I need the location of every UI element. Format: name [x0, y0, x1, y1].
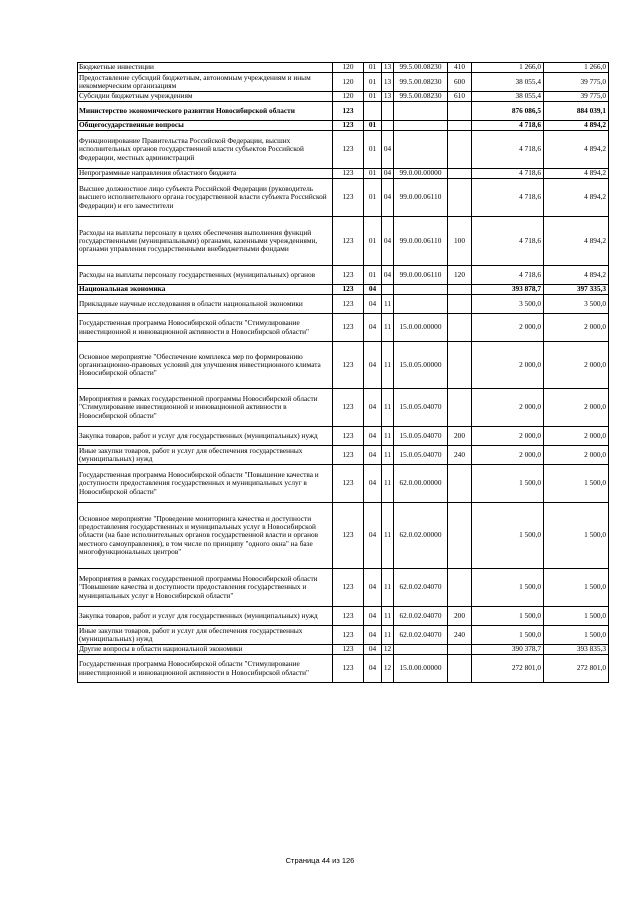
cell-name: Основное мероприятие "Обеспечение комплекса мер по формированию организационно-правовых условий для улучшения инвестиционного климата Новосибирской области": [78, 342, 333, 389]
table-row: [78, 179, 609, 217]
cell-podrazdel: 11: [382, 503, 394, 569]
budget-table: [77, 62, 609, 683]
table-row: [78, 503, 609, 569]
cell-sum-1: 1 500,0: [472, 607, 544, 626]
cell-csr: 15.0.05.04070: [394, 427, 448, 446]
cell-podrazdel: 13: [382, 92, 394, 102]
table-row: [78, 427, 609, 446]
cell-vedomstvo: 123: [333, 626, 364, 645]
cell-sum-2: 2 000,0: [544, 446, 609, 465]
cell-csr: 62.0.02.04070: [394, 569, 448, 607]
cell-podrazdel: 12: [382, 645, 394, 655]
cell-vr: [448, 645, 472, 655]
cell-podrazdel: 04: [382, 179, 394, 217]
cell-podrazdel: 04: [382, 169, 394, 179]
cell-vr: [448, 465, 472, 503]
table-row: [78, 92, 609, 102]
cell-sum-2: 4 894,2: [544, 121, 609, 131]
cell-sum-2: 397 335,3: [544, 285, 609, 295]
cell-razdel: 04: [364, 465, 382, 503]
cell-razdel: 04: [364, 314, 382, 342]
cell-vedomstvo: 123: [333, 503, 364, 569]
table-row: [78, 389, 609, 427]
table-row: [78, 446, 609, 465]
cell-vr: 240: [448, 626, 472, 645]
cell-csr: 15.0.05.00000: [394, 342, 448, 389]
cell-name: Предоставление субсидий бюджетным, автономным учреждениям и иным некоммерческим организациям: [78, 73, 333, 92]
cell-vedomstvo: 123: [333, 314, 364, 342]
cell-podrazdel: 04: [382, 217, 394, 266]
cell-sum-1: 2 000,0: [472, 389, 544, 427]
cell-csr: 62.0.00.00000: [394, 465, 448, 503]
table-row: [78, 73, 609, 92]
cell-sum-1: 272 801,0: [472, 655, 544, 683]
cell-sum-1: 2 000,0: [472, 446, 544, 465]
cell-razdel: 04: [364, 626, 382, 645]
cell-sum-2: 4 894,2: [544, 131, 609, 169]
cell-vedomstvo: 123: [333, 655, 364, 683]
cell-podrazdel: 11: [382, 446, 394, 465]
cell-csr: 15.0.00.00000: [394, 314, 448, 342]
cell-vedomstvo: 123: [333, 389, 364, 427]
cell-podrazdel: 11: [382, 314, 394, 342]
cell-vedomstvo: 123: [333, 266, 364, 285]
table-row: [78, 102, 609, 121]
cell-csr: [394, 645, 448, 655]
cell-name: Прикладные научные исследования в области национальной экономики: [78, 295, 333, 314]
table-row: [78, 285, 609, 295]
cell-razdel: 04: [364, 446, 382, 465]
table-row: [78, 131, 609, 169]
cell-name: Государственная программа Новосибирской области "Повышение качества и доступности предоставления государственных и муниципальных услуг в Новосибирской области": [78, 465, 333, 503]
cell-sum-1: 4 718,6: [472, 179, 544, 217]
cell-sum-1: 4 718,6: [472, 121, 544, 131]
cell-vr: 200: [448, 607, 472, 626]
cell-sum-2: 39 775,0: [544, 73, 609, 92]
cell-csr: 62.0.02.00000: [394, 503, 448, 569]
cell-sum-1: 390 378,7: [472, 645, 544, 655]
table-row: [78, 217, 609, 266]
cell-razdel: 04: [364, 645, 382, 655]
cell-razdel: 01: [364, 121, 382, 131]
cell-vedomstvo: 123: [333, 295, 364, 314]
cell-sum-2: 39 775,0: [544, 92, 609, 102]
cell-name: Расходы на выплаты персоналу государственных (муниципальных) органов: [78, 266, 333, 285]
cell-name: Непрограммные направления областного бюджета: [78, 169, 333, 179]
cell-razdel: 04: [364, 295, 382, 314]
cell-vedomstvo: 120: [333, 73, 364, 92]
cell-name: Министерство экономического развития Новосибирской области: [78, 102, 333, 121]
cell-vr: [448, 342, 472, 389]
cell-podrazdel: [382, 102, 394, 121]
cell-podrazdel: 11: [382, 465, 394, 503]
table-row: [78, 655, 609, 683]
cell-sum-1: 876 086,5: [472, 102, 544, 121]
cell-vedomstvo: 120: [333, 63, 364, 73]
table-row: [78, 465, 609, 503]
cell-csr: 99.0.00.06110: [394, 179, 448, 217]
cell-sum-2: 1 500,0: [544, 569, 609, 607]
cell-vr: 200: [448, 427, 472, 446]
cell-name: Общегосударственные вопросы: [78, 121, 333, 131]
table-row: [78, 314, 609, 342]
cell-podrazdel: 11: [382, 626, 394, 645]
table-row: [78, 169, 609, 179]
cell-sum-2: 1 500,0: [544, 607, 609, 626]
cell-vedomstvo: 123: [333, 465, 364, 503]
cell-vedomstvo: 123: [333, 645, 364, 655]
cell-sum-1: 3 500,0: [472, 295, 544, 314]
cell-vedomstvo: 120: [333, 92, 364, 102]
cell-razdel: 04: [364, 607, 382, 626]
cell-vedomstvo: 123: [333, 217, 364, 266]
cell-sum-1: 4 718,6: [472, 266, 544, 285]
cell-vr: [448, 569, 472, 607]
cell-name: Национальная экономика: [78, 285, 333, 295]
cell-sum-1: 1 266,0: [472, 63, 544, 73]
cell-sum-2: 2 000,0: [544, 427, 609, 446]
cell-name: Государственная программа Новосибирской области "Стимулирование инвестиционной и инновационной активности в Новосибирской области": [78, 655, 333, 683]
cell-sum-1: 1 500,0: [472, 626, 544, 645]
table-row: [78, 645, 609, 655]
cell-sum-1: 4 718,6: [472, 131, 544, 169]
cell-name: Бюджетные инвестиции: [78, 63, 333, 73]
cell-csr: [394, 121, 448, 131]
cell-csr: [394, 285, 448, 295]
table-row: [78, 63, 609, 73]
cell-sum-1: 38 055,4: [472, 73, 544, 92]
cell-sum-2: 4 894,2: [544, 217, 609, 266]
cell-podrazdel: [382, 121, 394, 131]
cell-sum-1: 4 718,6: [472, 217, 544, 266]
cell-csr: [394, 131, 448, 169]
cell-vedomstvo: 123: [333, 285, 364, 295]
cell-podrazdel: 12: [382, 655, 394, 683]
table-row: [78, 121, 609, 131]
cell-name: Субсидии бюджетным учреждениям: [78, 92, 333, 102]
table-row: [78, 295, 609, 314]
cell-podrazdel: 11: [382, 569, 394, 607]
cell-razdel: 04: [364, 342, 382, 389]
cell-razdel: 01: [364, 73, 382, 92]
cell-podrazdel: 11: [382, 342, 394, 389]
cell-sum-2: 884 039,1: [544, 102, 609, 121]
cell-vr: 610: [448, 92, 472, 102]
cell-sum-2: 4 894,2: [544, 266, 609, 285]
cell-vr: [448, 131, 472, 169]
cell-csr: 62.0.02.04070: [394, 626, 448, 645]
cell-vr: [448, 179, 472, 217]
table-row: [78, 342, 609, 389]
cell-podrazdel: 11: [382, 295, 394, 314]
cell-sum-1: 38 055,4: [472, 92, 544, 102]
cell-vr: 100: [448, 217, 472, 266]
cell-podrazdel: 13: [382, 73, 394, 92]
cell-vedomstvo: 123: [333, 569, 364, 607]
cell-vr: [448, 295, 472, 314]
cell-csr: 15.0.05.04070: [394, 446, 448, 465]
cell-name: Иные закупки товаров, работ и услуг для обеспечения государственных (муниципальных) нужд: [78, 626, 333, 645]
cell-razdel: 01: [364, 266, 382, 285]
cell-name: Иные закупки товаров, работ и услуг для обеспечения государственных (муниципальных) нужд: [78, 446, 333, 465]
table-row: [78, 569, 609, 607]
cell-csr: 15.0.00.00000: [394, 655, 448, 683]
cell-vr: [448, 102, 472, 121]
cell-razdel: 01: [364, 131, 382, 169]
cell-csr: [394, 102, 448, 121]
cell-name: Основное мероприятие "Проведение мониторинга качества и доступности предоставления государственных и муниципальных услуг в Новосибирской области (на базе исполнительных органов государственной власти и органов местного самоуправления), в том числе по принципу "одного окна" на базе многофункциональных центров": [78, 503, 333, 569]
cell-vedomstvo: 123: [333, 169, 364, 179]
cell-vedomstvo: 123: [333, 446, 364, 465]
cell-podrazdel: 11: [382, 427, 394, 446]
cell-podrazdel: 04: [382, 266, 394, 285]
cell-sum-2: 393 835,3: [544, 645, 609, 655]
cell-razdel: 04: [364, 285, 382, 295]
cell-vr: [448, 389, 472, 427]
cell-sum-2: 1 266,0: [544, 63, 609, 73]
cell-sum-1: 1 500,0: [472, 569, 544, 607]
cell-name: Закупка товаров, работ и услуг для государственных (муниципальных) нужд: [78, 427, 333, 446]
cell-name: Другие вопросы в области национальной экономики: [78, 645, 333, 655]
cell-vr: [448, 285, 472, 295]
cell-vr: [448, 314, 472, 342]
cell-sum-2: 1 500,0: [544, 465, 609, 503]
cell-sum-2: 2 000,0: [544, 389, 609, 427]
cell-csr: 99.5.00.08230: [394, 63, 448, 73]
cell-name: Расходы на выплаты персоналу в целях обеспечения выполнения функций государственными (муниципальными) органами, казенными учреждениями, органами управления государственными внебюджетными фондами: [78, 217, 333, 266]
cell-sum-2: 4 894,2: [544, 179, 609, 217]
cell-podrazdel: [382, 285, 394, 295]
cell-razdel: 01: [364, 217, 382, 266]
cell-razdel: [364, 102, 382, 121]
cell-csr: [394, 295, 448, 314]
cell-podrazdel: 04: [382, 131, 394, 169]
cell-razdel: 01: [364, 63, 382, 73]
table-row: [78, 626, 609, 645]
cell-vedomstvo: 123: [333, 607, 364, 626]
cell-vr: [448, 655, 472, 683]
cell-vedomstvo: 123: [333, 102, 364, 121]
cell-vr: 240: [448, 446, 472, 465]
page-number: Страница 44 из 126: [285, 856, 355, 865]
cell-vr: [448, 121, 472, 131]
cell-csr: 99.5.00.08230: [394, 73, 448, 92]
cell-sum-2: 4 894,2: [544, 169, 609, 179]
cell-razdel: 04: [364, 427, 382, 446]
cell-razdel: 04: [364, 569, 382, 607]
cell-sum-2: 272 801,0: [544, 655, 609, 683]
cell-csr: 99.5.00.08230: [394, 92, 448, 102]
cell-csr: 99.0.00.00000: [394, 169, 448, 179]
cell-razdel: 01: [364, 169, 382, 179]
cell-name: Государственная программа Новосибирской области "Стимулирование инвестиционной и инновационной активности в Новосибирской области": [78, 314, 333, 342]
cell-vr: 600: [448, 73, 472, 92]
cell-name: Закупка товаров, работ и услуг для государственных (муниципальных) нужд: [78, 607, 333, 626]
cell-vedomstvo: 123: [333, 179, 364, 217]
cell-vr: 410: [448, 63, 472, 73]
cell-vedomstvo: 123: [333, 131, 364, 169]
cell-sum-1: 4 718,6: [472, 169, 544, 179]
cell-csr: 15.0.05.04070: [394, 389, 448, 427]
cell-razdel: 04: [364, 503, 382, 569]
cell-sum-1: 1 500,0: [472, 465, 544, 503]
cell-sum-1: 1 500,0: [472, 503, 544, 569]
cell-razdel: 01: [364, 179, 382, 217]
cell-vr: 120: [448, 266, 472, 285]
cell-name: Функционирование Правительства Российской Федерации, высших исполнительных органов государственной власти субъектов Российской Федерации, местных администраций: [78, 131, 333, 169]
cell-sum-1: 2 000,0: [472, 427, 544, 446]
cell-csr: 99.0.00.06110: [394, 217, 448, 266]
cell-razdel: 04: [364, 389, 382, 427]
cell-sum-2: 2 000,0: [544, 314, 609, 342]
cell-csr: 62.0.02.04070: [394, 607, 448, 626]
cell-sum-1: 2 000,0: [472, 314, 544, 342]
cell-podrazdel: 11: [382, 607, 394, 626]
cell-name: Мероприятия в рамках государственной программы Новосибирской области "Стимулирование инвестиционной и инновационной активности в Новосибирской области": [78, 389, 333, 427]
cell-razdel: 01: [364, 92, 382, 102]
cell-podrazdel: 13: [382, 63, 394, 73]
cell-sum-1: 2 000,0: [472, 342, 544, 389]
cell-sum-2: 1 500,0: [544, 626, 609, 645]
cell-name: Высшее должностное лицо субъекта Российской Федерации (руководитель высшего исполнительного органа государственной власти субъекта Российской Федерации) и его заместители: [78, 179, 333, 217]
cell-name: Мероприятия в рамках государственной программы Новосибирской области "Повышение качества и доступности предоставления государственных и муниципальных услуг в Новосибирской области": [78, 569, 333, 607]
cell-vr: [448, 169, 472, 179]
table-row: [78, 266, 609, 285]
cell-sum-1: 393 878,7: [472, 285, 544, 295]
cell-sum-2: 2 000,0: [544, 342, 609, 389]
cell-vr: [448, 503, 472, 569]
cell-podrazdel: 11: [382, 389, 394, 427]
cell-vedomstvo: 123: [333, 342, 364, 389]
table-row: [78, 607, 609, 626]
cell-csr: 99.0.00.06110: [394, 266, 448, 285]
cell-sum-2: 3 500,0: [544, 295, 609, 314]
cell-vedomstvo: 123: [333, 427, 364, 446]
cell-razdel: 04: [364, 655, 382, 683]
cell-vedomstvo: 123: [333, 121, 364, 131]
cell-sum-2: 1 500,0: [544, 503, 609, 569]
